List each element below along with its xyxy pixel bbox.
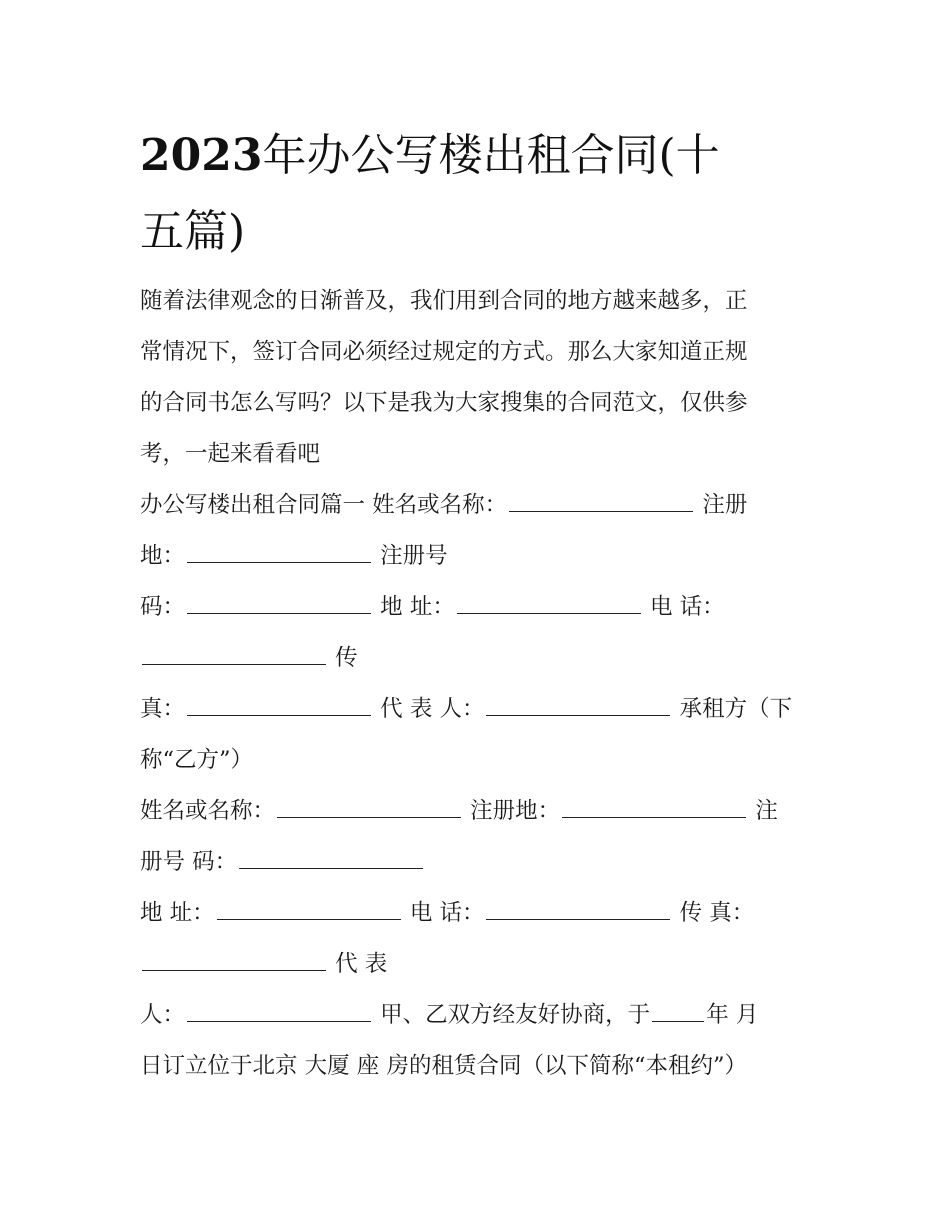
reg-number-label: 码： [140, 594, 186, 620]
fill-in-blank [239, 854, 423, 869]
lessee-label: 称“乙方”） [140, 747, 254, 773]
fill-in-blank [187, 548, 371, 563]
fill-in-blank [187, 1007, 371, 1022]
intro-line: 考，一起来看看吧 [140, 441, 321, 467]
fax-label: 真： [140, 696, 186, 722]
lessee-label: 承租方（下 [679, 696, 793, 722]
party-b-fax-row [140, 939, 820, 990]
name-label: 姓名或名称： [140, 798, 276, 824]
fill-in-blank [187, 701, 371, 716]
party-a-reg-row [140, 531, 820, 582]
reg-number-label: 注册号 [380, 543, 448, 569]
party-a-heading: 办公写楼出租合同篇一 姓名或名称： [140, 492, 508, 518]
lessee-heading-row [140, 735, 820, 786]
representative-label: 人： [140, 1002, 186, 1028]
fax-label: 传 [335, 645, 358, 671]
party-a-contact-row [140, 582, 820, 633]
fill-in-blank [652, 1007, 704, 1022]
clause-text: 年 月 [706, 1002, 759, 1028]
address-label: 地 址： [380, 594, 455, 620]
party-b-name-row [140, 786, 820, 837]
fill-in-blank [277, 803, 461, 818]
fax-label: 传 真： [679, 900, 755, 926]
address-label: 地 址： [140, 900, 215, 926]
representative-label: 代 表 [335, 951, 388, 977]
fill-in-blank [457, 599, 641, 614]
fill-in-blank [217, 905, 401, 920]
phone-label: 电 话： [649, 594, 725, 620]
reg-number-label: 注 [755, 798, 778, 824]
title-text-line2: 五篇) [140, 206, 246, 257]
reg-number-label: 册号 码： [140, 849, 238, 875]
reg-address-label: 注册 [702, 492, 748, 518]
reg-address-label: 注册地： [470, 798, 561, 824]
party-b-contact-row [140, 888, 820, 939]
party-b-reg-row [140, 837, 820, 888]
title-year: 2023 [140, 130, 263, 181]
clause-text: 甲、乙双方经友好协商，于 [380, 1002, 651, 1028]
title-text: 年办公写楼出租合同(十 [262, 130, 720, 181]
party-a-fax-row [140, 684, 820, 735]
phone-label: 电 话： [409, 900, 485, 926]
party-b-rep-row [140, 990, 820, 1041]
fill-in-blank [187, 599, 371, 614]
fill-in-blank [486, 701, 670, 716]
clause-line: 日订立位于北京 大厦 座 房的租赁合同（以下简称“本租约”） [140, 1053, 747, 1079]
intro-line: 的合同书怎么写吗？以下是我为大家搜集的合同范文，仅供参 [140, 390, 748, 416]
representative-label: 代 表 人： [380, 696, 485, 722]
intro-line: 随着法律观念的日渐普及，我们用到合同的地方越来越多，正 [140, 288, 748, 314]
document-title [140, 118, 820, 270]
fill-in-blank [509, 497, 693, 512]
document-body [140, 276, 820, 1092]
fill-in-blank [562, 803, 746, 818]
party-a-phone-row [140, 633, 820, 684]
fill-in-blank [486, 905, 670, 920]
fill-in-blank [142, 956, 326, 971]
party-a-name-row [140, 480, 820, 531]
reg-address-label: 地： [140, 543, 186, 569]
fill-in-blank [142, 650, 326, 665]
intro-line: 常情况下，签订合同必须经过规定的方式。那么大家知道正规 [140, 339, 748, 365]
